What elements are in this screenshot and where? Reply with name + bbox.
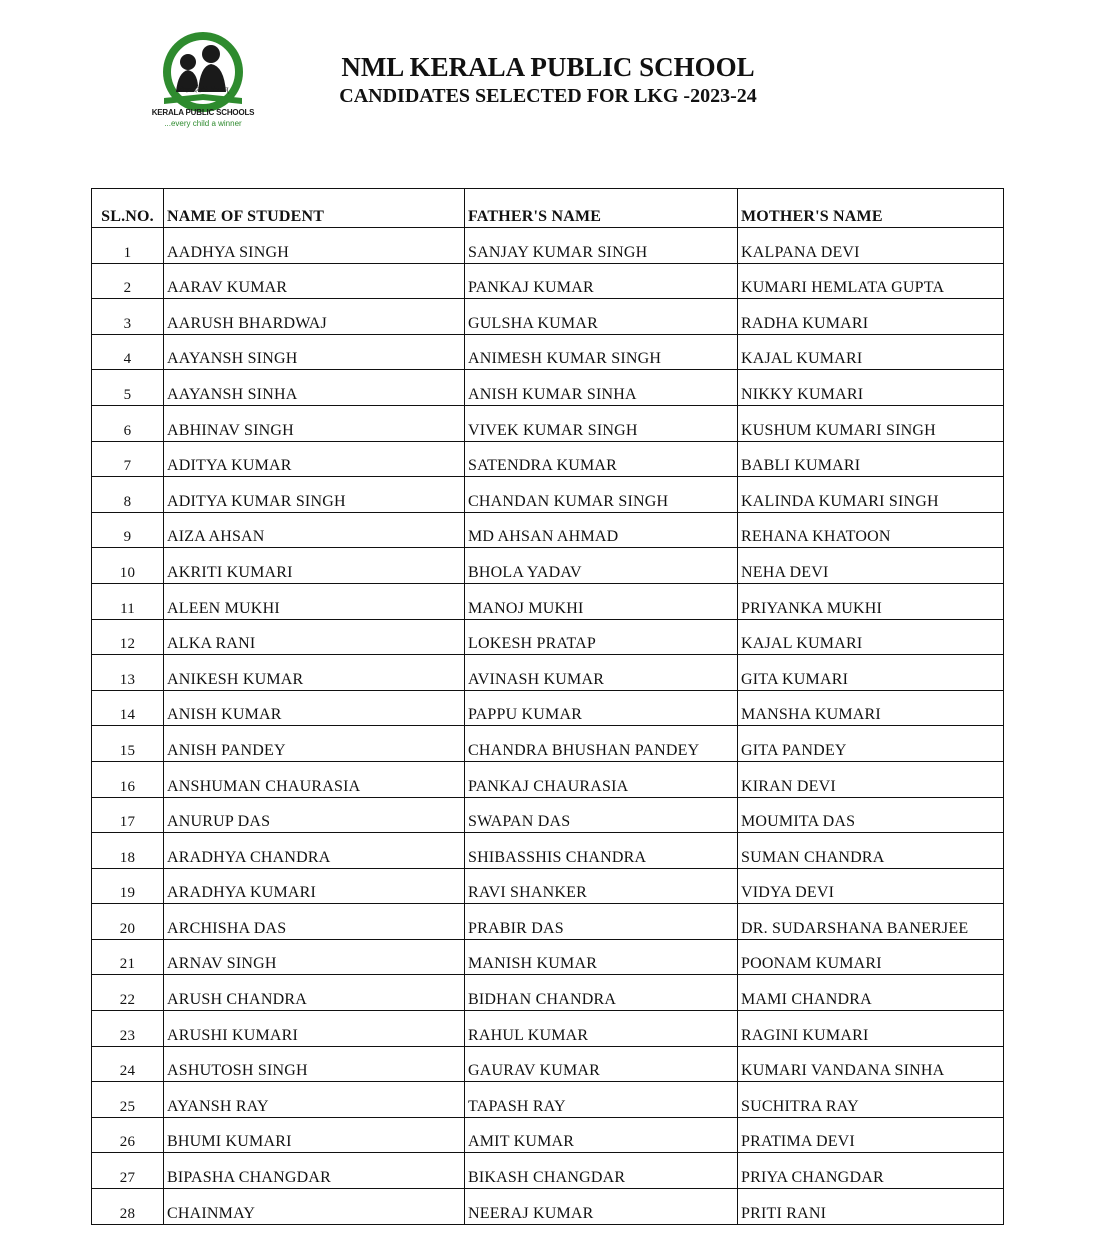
cell-sl-no: 4 [92,334,164,370]
cell-father-name: GAURAV KUMAR [465,1046,738,1082]
cell-mother-name: MANSHA KUMARI [738,690,1004,726]
column-header-sl-no: SL.NO. [92,189,164,228]
cell-father-name: MANOJ MUKHI [465,583,738,619]
cell-sl-no: 25 [92,1082,164,1118]
cell-mother-name: KAJAL KUMARI [738,619,1004,655]
cell-father-name: GULSHA KUMAR [465,299,738,335]
cell-mother-name: NEHA DEVI [738,548,1004,584]
page-subtitle: CANDIDATES SELECTED FOR LKG -2023-24 [339,85,757,107]
cell-mother-name: KUMARI VANDANA SINHA [738,1046,1004,1082]
cell-father-name: ANISH KUMAR SINHA [465,370,738,406]
cell-father-name: AVINASH KUMAR [465,655,738,691]
table-row [92,904,1004,940]
cell-father-name: RAHUL KUMAR [465,1011,738,1047]
cell-mother-name: PRIYA CHANGDAR [738,1153,1004,1189]
school-logo [150,28,256,132]
column-header-student-name: NAME OF STUDENT [164,189,465,228]
cell-father-name: BIKASH CHANGDAR [465,1153,738,1189]
table-row [92,1117,1004,1153]
table-row [92,726,1004,762]
cell-father-name: VIVEK KUMAR SINGH [465,405,738,441]
cell-father-name: SATENDRA KUMAR [465,441,738,477]
cell-student-name: ARADHYA KUMARI [164,868,465,904]
cell-sl-no: 18 [92,833,164,869]
cell-mother-name: RAGINI KUMARI [738,1011,1004,1047]
table-row [92,797,1004,833]
cell-mother-name: REHANA KHATOON [738,512,1004,548]
cell-father-name: RAVI SHANKER [465,868,738,904]
cell-sl-no: 7 [92,441,164,477]
cell-father-name: SHIBASSHIS CHANDRA [465,833,738,869]
cell-mother-name: DR. SUDARSHANA BANERJEE [738,904,1004,940]
candidates-table [91,188,1004,1225]
table-row [92,263,1004,299]
logo-school-name: KERALA PUBLIC SCHOOLS [151,108,255,117]
cell-sl-no: 24 [92,1046,164,1082]
cell-sl-no: 19 [92,868,164,904]
cell-student-name: BHUMI KUMARI [164,1117,465,1153]
cell-father-name: MD AHSAN AHMAD [465,512,738,548]
cell-sl-no: 27 [92,1153,164,1189]
table-row [92,334,1004,370]
cell-sl-no: 23 [92,1011,164,1047]
cell-student-name: AARUSH BHARDWAJ [164,299,465,335]
cell-father-name: SWAPAN DAS [465,797,738,833]
table-body [92,228,1004,1225]
cell-father-name: AMIT KUMAR [465,1117,738,1153]
table-header-row [92,189,1004,228]
cell-mother-name: RADHA KUMARI [738,299,1004,335]
cell-mother-name: SUCHITRA RAY [738,1082,1004,1118]
cell-sl-no: 21 [92,939,164,975]
cell-mother-name: POONAM KUMARI [738,939,1004,975]
cell-student-name: BIPASHA CHANGDAR [164,1153,465,1189]
table-row [92,477,1004,513]
table-row [92,548,1004,584]
cell-sl-no: 22 [92,975,164,1011]
cell-student-name: ARCHISHA DAS [164,904,465,940]
cell-mother-name: KAJAL KUMARI [738,334,1004,370]
cell-mother-name: PRITI RANI [738,1189,1004,1225]
cell-student-name: CHAINMAY [164,1189,465,1225]
cell-sl-no: 13 [92,655,164,691]
table-row [92,655,1004,691]
table-row [92,1082,1004,1118]
cell-father-name: PANKAJ CHAURASIA [465,761,738,797]
cell-father-name: SANJAY KUMAR SINGH [465,228,738,264]
table-row [92,690,1004,726]
table-row [92,512,1004,548]
table-row [92,370,1004,406]
cell-father-name: MANISH KUMAR [465,939,738,975]
cell-sl-no: 17 [92,797,164,833]
cell-sl-no: 8 [92,477,164,513]
cell-sl-no: 2 [92,263,164,299]
cell-father-name: NEERAJ KUMAR [465,1189,738,1225]
cell-student-name: ALKA RANI [164,619,465,655]
cell-mother-name: KUSHUM KUMARI SINGH [738,405,1004,441]
cell-mother-name: KALPANA DEVI [738,228,1004,264]
cell-student-name: AADHYA SINGH [164,228,465,264]
cell-sl-no: 9 [92,512,164,548]
cell-mother-name: SUMAN CHANDRA [738,833,1004,869]
cell-father-name: PAPPU KUMAR [465,690,738,726]
cell-sl-no: 14 [92,690,164,726]
cell-father-name: BIDHAN CHANDRA [465,975,738,1011]
cell-student-name: ANURUP DAS [164,797,465,833]
cell-sl-no: 10 [92,548,164,584]
table-row [92,619,1004,655]
cell-student-name: AIZA AHSAN [164,512,465,548]
cell-mother-name: NIKKY KUMARI [738,370,1004,406]
cell-mother-name: PRIYANKA MUKHI [738,583,1004,619]
cell-student-name: AAYANSH SINHA [164,370,465,406]
cell-sl-no: 6 [92,405,164,441]
cell-student-name: ADITYA KUMAR SINGH [164,477,465,513]
logo-tagline: ...every child a winner [164,119,242,128]
column-header-father-name: FATHER'S NAME [465,189,738,228]
cell-student-name: ANSHUMAN CHAURASIA [164,761,465,797]
cell-sl-no: 3 [92,299,164,335]
cell-student-name: ARNAV SINGH [164,939,465,975]
table-row [92,441,1004,477]
cell-mother-name: MAMI CHANDRA [738,975,1004,1011]
cell-sl-no: 1 [92,228,164,264]
cell-mother-name: VIDYA DEVI [738,868,1004,904]
cell-sl-no: 20 [92,904,164,940]
table-row [92,583,1004,619]
cell-mother-name: KUMARI HEMLATA GUPTA [738,263,1004,299]
cell-student-name: ABHINAV SINGH [164,405,465,441]
table-row [92,405,1004,441]
cell-mother-name: GITA PANDEY [738,726,1004,762]
cell-student-name: ASHUTOSH SINGH [164,1046,465,1082]
cell-student-name: ANISH KUMAR [164,690,465,726]
cell-student-name: AAYANSH SINGH [164,334,465,370]
table-row [92,1153,1004,1189]
logo-motto: शिक्षा ददाति विनयम् [177,86,229,94]
cell-mother-name: BABLI KUMARI [738,441,1004,477]
cell-sl-no: 16 [92,761,164,797]
table-row [92,1189,1004,1225]
cell-father-name: ANIMESH KUMAR SINGH [465,334,738,370]
cell-sl-no: 11 [92,583,164,619]
cell-sl-no: 12 [92,619,164,655]
cell-father-name: PANKAJ KUMAR [465,263,738,299]
cell-father-name: BHOLA YADAV [465,548,738,584]
table-row [92,1011,1004,1047]
cell-father-name: PRABIR DAS [465,904,738,940]
cell-sl-no: 26 [92,1117,164,1153]
cell-student-name: ANIKESH KUMAR [164,655,465,691]
cell-student-name: AARAV KUMAR [164,263,465,299]
table-row [92,868,1004,904]
cell-mother-name: KIRAN DEVI [738,761,1004,797]
cell-mother-name: MOUMITA DAS [738,797,1004,833]
page-title: NML KERALA PUBLIC SCHOOL [341,52,755,82]
cell-father-name: CHANDAN KUMAR SINGH [465,477,738,513]
cell-sl-no: 15 [92,726,164,762]
cell-student-name: ALEEN MUKHI [164,583,465,619]
cell-student-name: ARUSHI KUMARI [164,1011,465,1047]
table-row [92,833,1004,869]
cell-father-name: CHANDRA BHUSHAN PANDEY [465,726,738,762]
cell-father-name: TAPASH RAY [465,1082,738,1118]
table-row [92,939,1004,975]
cell-mother-name: GITA KUMARI [738,655,1004,691]
cell-sl-no: 5 [92,370,164,406]
cell-student-name: ARADHYA CHANDRA [164,833,465,869]
cell-student-name: AKRITI KUMARI [164,548,465,584]
column-header-mother-name: MOTHER'S NAME [738,189,1004,228]
cell-sl-no: 28 [92,1189,164,1225]
cell-mother-name: PRATIMA DEVI [738,1117,1004,1153]
table-row [92,228,1004,264]
table-row [92,299,1004,335]
cell-student-name: ADITYA KUMAR [164,441,465,477]
table-row [92,1046,1004,1082]
cell-student-name: ARUSH CHANDRA [164,975,465,1011]
cell-student-name: ANISH PANDEY [164,726,465,762]
cell-father-name: LOKESH PRATAP [465,619,738,655]
cell-student-name: AYANSH RAY [164,1082,465,1118]
table-row [92,975,1004,1011]
cell-mother-name: KALINDA KUMARI SINGH [738,477,1004,513]
table-row [92,761,1004,797]
